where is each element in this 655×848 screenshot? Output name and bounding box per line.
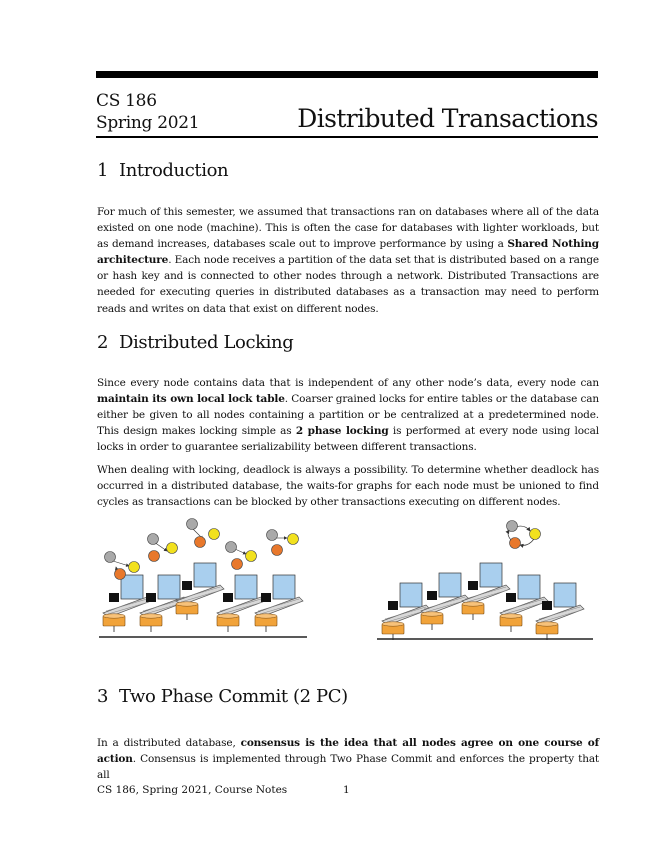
header-top-rule	[96, 71, 598, 78]
machine-node	[536, 583, 584, 640]
course-term: Spring 2021	[96, 113, 200, 133]
wfg-node-t2	[530, 529, 541, 540]
machine-node	[462, 563, 510, 620]
paragraph-text: For much of this semester, we assumed that transactions ran on databases where all of the data existed on one node (machine). This is often the case for databases with lighter workloads, but as demand increases, databases scale out to improve performance by using a	[97, 206, 599, 251]
wfg-node-4	[226, 542, 257, 570]
paragraph-text: . Consensus is implemented through Two Phase Commit and enforces the property that all	[97, 753, 599, 782]
footer-course-notes: CS 186, Spring 2021, Course Notes	[97, 784, 288, 796]
course-name: CS 186	[96, 91, 157, 111]
union-waits-for-graph	[507, 521, 541, 549]
deadlock-figure	[96, 515, 601, 650]
page-number: 1	[343, 784, 350, 796]
paragraph-text: In a distributed database,	[97, 737, 241, 749]
section-heading-two-phase-commit	[97, 686, 348, 707]
section-title: Introduction	[119, 160, 229, 181]
section-number: 1	[97, 160, 109, 181]
emphasis-text: consensus is the idea that all nodes agree on one course of action	[97, 737, 599, 766]
section-heading-introduction	[97, 160, 228, 181]
section-number: 3	[97, 686, 109, 707]
paragraph-locking-2	[97, 462, 599, 510]
header-bottom-rule	[96, 136, 598, 138]
section-title: Two Phase Commit (2 PC)	[119, 686, 348, 707]
paragraph-text: When dealing with locking, deadlock is always a possibility. To determine whether deadlock has occurred in a distributed database, the waits-for graphs for each node must be unioned to find cycles as transactions can be blocked by other transactions executing on different nodes.	[97, 464, 599, 509]
paragraph-text: . Coarser grained locks for entire tables or the database can either be given to all nodes containing a partition or be centralized at a predetermined node. This design makes locking simple as	[97, 393, 599, 438]
wfg-node-5	[267, 530, 299, 556]
wfg-node-t1	[507, 521, 518, 532]
emphasis-text: Shared Nothing architecture	[97, 238, 599, 267]
machine-node	[255, 575, 303, 632]
paragraph-text: Since every node contains data that is independent of any other node’s data, every node can	[97, 377, 599, 389]
wfg-node-2	[148, 534, 178, 562]
wfg-node-3	[187, 519, 220, 548]
paragraph-text: is performed at every node using local locks in order to guarantee serializability between different transactions.	[97, 425, 599, 454]
emphasis-text: 2 phase locking	[295, 425, 389, 438]
document-title: Distributed Transactions	[297, 104, 598, 133]
emphasis-text: maintain its own local lock table	[97, 393, 285, 406]
left-network	[99, 519, 307, 638]
paragraph-text: . Each node receives a partition of the data set that is distributed based on a range or hash key and is connected to other nodes through a network. Distributed Transactions are needed for executing queries in distributed databases as a transaction may need to perform reads and writes on data that exist on different nodes.	[97, 254, 599, 315]
wfg-node-t3	[510, 538, 521, 549]
section-title: Distributed Locking	[119, 332, 294, 353]
right-network	[377, 521, 593, 641]
paragraph-two-phase-commit	[97, 735, 599, 783]
section-number: 2	[97, 332, 109, 353]
machine-node	[421, 573, 469, 630]
section-heading-distributed-locking	[97, 332, 293, 353]
paragraph-introduction	[97, 204, 599, 317]
machine-node	[176, 563, 224, 620]
course-info	[96, 90, 199, 134]
paragraph-locking-1	[97, 375, 599, 455]
